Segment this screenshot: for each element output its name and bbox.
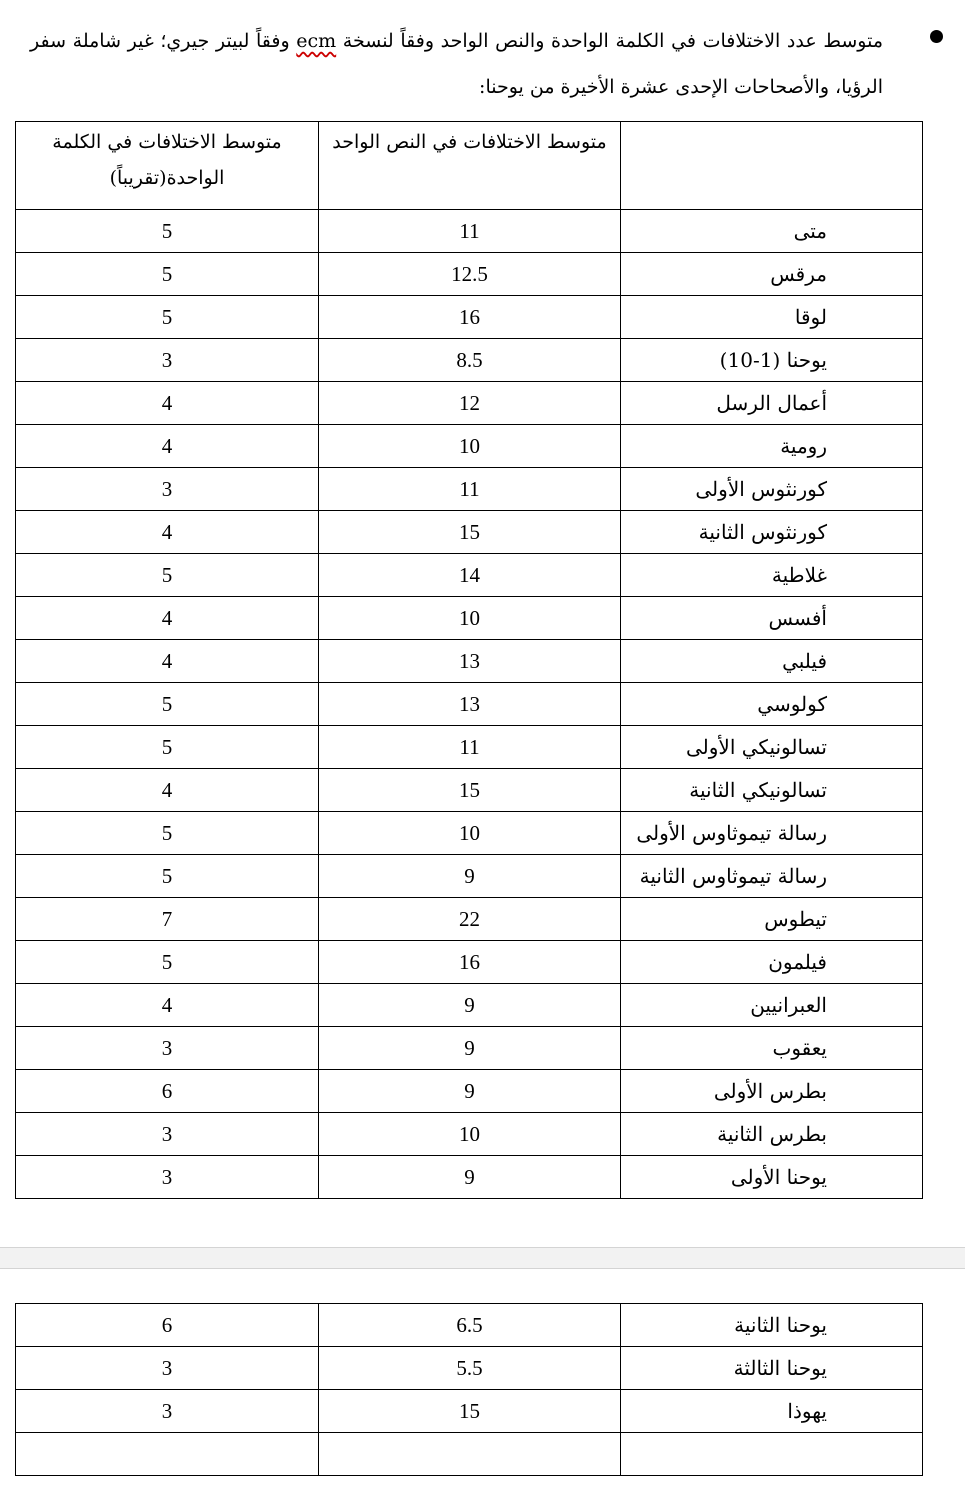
cell-per-word: 5 (16, 726, 319, 769)
cell-per-text: 13 (319, 683, 621, 726)
cell-per-word: 3 (16, 1156, 319, 1199)
cell-per-word: 4 (16, 511, 319, 554)
cell-per-word: 4 (16, 984, 319, 1027)
variants-table (15, 121, 923, 1199)
cell-per-text: 16 (319, 941, 621, 984)
cell-per-text: 13 (319, 640, 621, 683)
intro-text (30, 18, 883, 110)
table-header-row (16, 122, 923, 210)
cell-book: يوحنا الثالثة (621, 1347, 923, 1390)
cell-per-word: 4 (16, 640, 319, 683)
cell-per-text: 12 (319, 382, 621, 425)
cell-per-text: 12.5 (319, 253, 621, 296)
cell-per-text: 6.5 (319, 1304, 621, 1347)
cell-per-text: 9 (319, 984, 621, 1027)
table-row (16, 1156, 923, 1199)
cell-per-text: 9 (319, 1027, 621, 1070)
bullet-point (930, 30, 943, 43)
cell-book: فيلبي (621, 640, 923, 683)
cell-per-word: 7 (16, 898, 319, 941)
table-row (16, 1433, 923, 1476)
cell-per-text: 10 (319, 425, 621, 468)
cell-per-word: 4 (16, 769, 319, 812)
table-row (16, 855, 923, 898)
cell-book: بطرس الثانية (621, 1113, 923, 1156)
table-row (16, 984, 923, 1027)
cell-per-text: 9 (319, 1070, 621, 1113)
cell-per-text: 10 (319, 1113, 621, 1156)
cell-book: غلاطية (621, 554, 923, 597)
cell-per-text: 11 (319, 726, 621, 769)
cell-book: يوحنا (1-10) (621, 339, 923, 382)
intro-paragraph (30, 18, 915, 110)
cell-book: تيطوس (621, 898, 923, 941)
table-row (16, 769, 923, 812)
table-row (16, 296, 923, 339)
cell-per-text (319, 1433, 621, 1476)
table-row (16, 941, 923, 984)
cell-per-word: 6 (16, 1304, 319, 1347)
cell-book: بطرس الأولى (621, 1070, 923, 1113)
table-row (16, 683, 923, 726)
cell-per-word: 3 (16, 1347, 319, 1390)
cell-per-word: 4 (16, 425, 319, 468)
cell-book: يهوذا (621, 1390, 923, 1433)
table-row (16, 640, 923, 683)
cell-book: تسالونيكي الثانية (621, 769, 923, 812)
table-row (16, 898, 923, 941)
cell-per-text: 11 (319, 210, 621, 253)
cell-book: كورنثوس الثانية (621, 511, 923, 554)
table-body (16, 210, 923, 1199)
table-row (16, 1304, 923, 1347)
cell-per-text: 9 (319, 1156, 621, 1199)
cell-book: أفسس (621, 597, 923, 640)
cell-book: يعقوب (621, 1027, 923, 1070)
table-row (16, 597, 923, 640)
cell-per-word (16, 1433, 319, 1476)
cell-per-word: 5 (16, 253, 319, 296)
cell-book: يوحنا الثانية (621, 1304, 923, 1347)
cell-per-text: 8.5 (319, 339, 621, 382)
header-per-text: متوسط الاختلافات في النص الواحد (319, 122, 621, 210)
table-row (16, 339, 923, 382)
cell-per-text: 10 (319, 812, 621, 855)
header-per-word: متوسط الاختلافات في الكلمة الواحدة(تقريباً) (16, 122, 319, 210)
table-body-continued (16, 1304, 923, 1476)
intro-text-part2: وفقاً لبيتر جيري؛ غير شاملة سفر الرؤيا، والأصحاحات الإحدى عشرة الأخيرة من يوحنا: (30, 30, 883, 98)
cell-book: تسالونيكي الأولى (621, 726, 923, 769)
cell-per-text: 15 (319, 1390, 621, 1433)
cell-book: يوحنا الأولى (621, 1156, 923, 1199)
cell-book: أعمال الرسل (621, 382, 923, 425)
cell-per-word: 4 (16, 597, 319, 640)
table-row (16, 210, 923, 253)
cell-per-word: 5 (16, 855, 319, 898)
cell-per-text: 22 (319, 898, 621, 941)
cell-per-word: 6 (16, 1070, 319, 1113)
table-row (16, 726, 923, 769)
cell-book (621, 1433, 923, 1476)
header-book (621, 122, 923, 210)
table-row (16, 554, 923, 597)
cell-per-word: 3 (16, 1113, 319, 1156)
variants-table-continued (15, 1303, 923, 1476)
cell-per-text: 15 (319, 769, 621, 812)
cell-per-word: 3 (16, 1027, 319, 1070)
cell-book: مرقس (621, 253, 923, 296)
table-row (16, 253, 923, 296)
cell-per-word: 5 (16, 296, 319, 339)
cell-book: متى (621, 210, 923, 253)
intro-text-part1: متوسط عدد الاختلافات في الكلمة الواحدة والنص الواحد وفقاً لنسخة (336, 30, 883, 52)
cell-per-word: 3 (16, 339, 319, 382)
cell-book: رومية (621, 425, 923, 468)
cell-per-text: 9 (319, 855, 621, 898)
cell-per-text: 16 (319, 296, 621, 339)
cell-per-word: 5 (16, 210, 319, 253)
table-row (16, 382, 923, 425)
ecm-spellcheck-word: ecm (296, 30, 337, 52)
table-row (16, 1113, 923, 1156)
cell-book: كورنثوس الأولى (621, 468, 923, 511)
table-row (16, 511, 923, 554)
page-break (0, 1247, 965, 1269)
cell-per-word: 3 (16, 468, 319, 511)
table-row (16, 1027, 923, 1070)
cell-per-text: 14 (319, 554, 621, 597)
cell-book: رسالة تيموثاوس الأولى (621, 812, 923, 855)
table-row (16, 425, 923, 468)
cell-per-text: 11 (319, 468, 621, 511)
cell-book: فيلمون (621, 941, 923, 984)
cell-per-word: 5 (16, 941, 319, 984)
cell-book: كولوسي (621, 683, 923, 726)
table-row (16, 468, 923, 511)
cell-per-word: 5 (16, 683, 319, 726)
cell-book: لوقا (621, 296, 923, 339)
cell-book: العبرانيين (621, 984, 923, 1027)
cell-per-word: 5 (16, 554, 319, 597)
cell-per-word: 3 (16, 1390, 319, 1433)
cell-book: رسالة تيموثاوس الثانية (621, 855, 923, 898)
table-row (16, 1070, 923, 1113)
cell-per-word: 4 (16, 382, 319, 425)
cell-per-text: 15 (319, 511, 621, 554)
cell-per-word: 5 (16, 812, 319, 855)
table-row (16, 812, 923, 855)
table-row (16, 1347, 923, 1390)
table-row (16, 1390, 923, 1433)
cell-per-text: 10 (319, 597, 621, 640)
cell-per-text: 5.5 (319, 1347, 621, 1390)
